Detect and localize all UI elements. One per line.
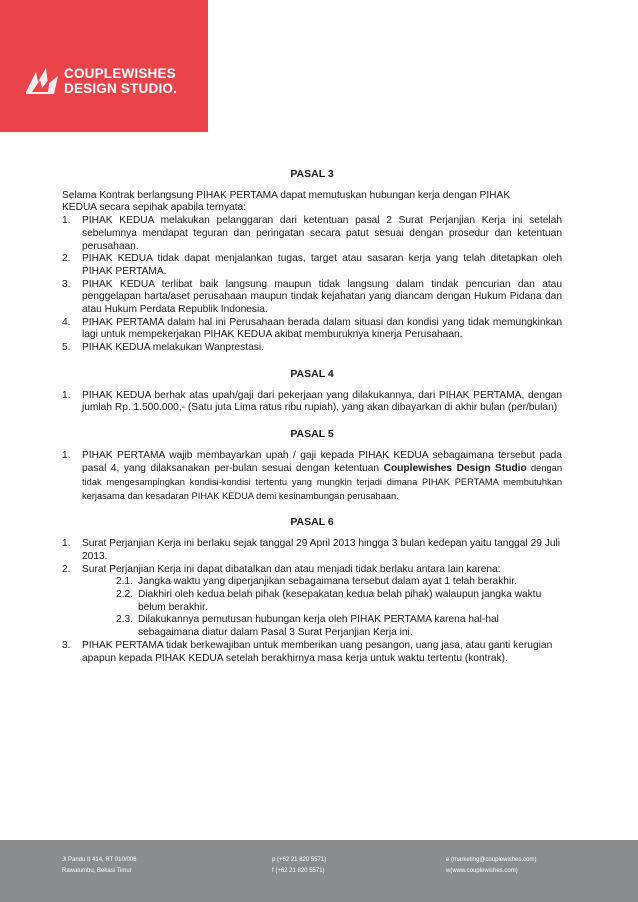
pasal-3-intro-line-1: Selama Kontrak berlangsung PIHAK PERTAMA dapat memutuskan hubungan kerja dengan PIHAK	[62, 189, 511, 201]
list-number: 2.	[62, 253, 71, 265]
list-number: 3.	[62, 639, 71, 651]
list-number: 3.	[62, 278, 71, 290]
pasal-3-intro-line-2: KEDUA secara sepihak apabila ternyata:	[62, 202, 247, 214]
list-item	[62, 253, 562, 278]
list-number: 1.	[62, 449, 71, 461]
list-text: PIHAK PERTAMA dalam hal ini Perusahaan berada dalam situasi dan kondisi yang tidak memungkinkan lagi untuk mempekerjakan PIHAK KEDUA akibat memburuknya kinerja Perusahaan.	[82, 316, 562, 341]
couplewishes-logo-icon	[24, 62, 60, 98]
sub-list-text: Diakhiri oleh kedua belah pihak (kesepakatan kedua belah pihak) walaupun jangka waktu belum berakhir.	[138, 588, 542, 613]
list-number: 4.	[62, 316, 71, 328]
sub-list-item	[116, 576, 562, 589]
sub-list-text: Jangka waktu yang diperjanjikan sebagaimana tersebut dalam ayat 1 telah berakhir.	[138, 576, 517, 588]
pasal-5-text	[82, 450, 562, 504]
list-text: Surat Perjanjian Kerja ini dapat dibatalkan dan atau menjadi tidak berlaku antara lain karena:	[82, 563, 501, 575]
list-text: PIHAK KEDUA terlibat baik langsung maupun tidak langsung dalam tindak pencurian dan atau penggelapan harta/aset perusahaan maupun tindak kejahatan yang diancam dengan Hukum Pidana dan atau Hukum Perdata Republik Indonesia.	[82, 278, 562, 316]
list-number: 1.	[62, 389, 71, 401]
pasal-6-heading: PASAL 6	[290, 516, 334, 529]
list-number: 2.	[62, 563, 71, 575]
footer-address	[62, 855, 137, 877]
brand-wordmark	[64, 66, 177, 96]
list-number: 1.	[62, 215, 71, 227]
list-item	[62, 390, 562, 415]
list-number: 5.	[62, 342, 71, 354]
list-item	[62, 215, 562, 253]
list-text: PIHAK KEDUA melakukan Wanprestasi.	[82, 342, 264, 354]
brand-line-1: COUPLEWISHES	[64, 66, 176, 81]
pasal-5-heading: PASAL 5	[290, 427, 334, 440]
list-text: PIHAK KEDUA berhak atas upah/gaji dari pekerjaan yang dilakukannya, dari PIHAK PERTAMA, dengan jumlah Rp. 1.500.000,- (Satu juta Lima ratus ribu rupiah), yang akan dibayarkan di akhir bulan (per/bulan)	[82, 389, 562, 414]
pasal-5-text-a: PIHAK PERTAMA wajib membayarkan upah / gaji kepada PIHAK KEDUA sebagaimana tersebut pada pasal 4, yang dilaksanakan per-bulan sesuai dengan ketentuan	[82, 449, 562, 475]
list-text: PIHAK KEDUA tidak dapat menjalankan tugas, target atau sasaran kerja yang telah ditetapkan oleh PIHAK PERTAMA.	[82, 253, 562, 277]
sub-list-text: Dilakukannya pemutusan hubungan kerja oleh PIHAK PERTAMA karena hal-hal sebagaimana diatur dalam Pasal 3 Surat Perjanjian Kerja ini.	[138, 614, 499, 639]
list-text: PIHAK PERTAMA tidak berkewajiban untuk memberikan uang pesangon, uang jasa, atau ganti kerugian apapun kepada PIHAK KEDUA setelah berakhirnya masa kerja untuk waktu tertentu (kontrak).	[82, 639, 553, 664]
list-item	[62, 640, 562, 665]
footer-address-line-2: Rawalumbu, Bekasi Timur	[62, 868, 132, 874]
brand-header	[0, 0, 208, 132]
footer-web: w(www.couplewishes.com)	[446, 868, 518, 874]
footer-contact-online	[446, 855, 536, 877]
list-item	[62, 342, 562, 355]
footer-email: e (marketing@couplewishes.com)	[446, 857, 537, 863]
sub-list-number: 2.2.	[116, 588, 133, 600]
pasal-3-heading: PASAL 3	[290, 168, 334, 180]
sub-list-item	[116, 589, 562, 614]
footer-address-line-1: Jl Pandu II 414, RT 010/006	[62, 857, 137, 863]
list-text: PIHAK KEDUA melakukan pelanggaran dari ketentuan pasal 2 Surat Perjanjian Kerja ini setelah sebelumnya mendapat teguran dan peringatan secara patut sesuai dengan prosedur dan ketentuan perusahaan.	[82, 215, 562, 252]
pasal-3-intro	[62, 190, 562, 215]
pasal-5-text-b: dengan tidak mengesampingkan kondisi-kondisi tertentu yang mungkin terjadi dimana PIHAK PERTAMA membutuhkan kerjasama dan kesadaran PIHAK KEDUA demi kesinambungan perusahaan.	[82, 463, 563, 501]
company-name: Couplewishes Design Studio	[383, 463, 527, 475]
page-footer	[0, 840, 638, 902]
pasal-6-sublist	[62, 576, 562, 640]
list-number: 1.	[62, 538, 71, 550]
sub-list-item	[116, 614, 562, 639]
pasal-4-heading: PASAL 4	[290, 367, 334, 380]
sub-list-number: 2.3.	[116, 614, 133, 626]
list-text: Surat Perjanjian Kerja ini berlaku sejak tanggal 29 April 2013 hingga 3 bulan kedepan yaitu tanggal 29 Juli 2013.	[82, 538, 561, 562]
brand-line-2: DESIGN STUDIO.	[64, 81, 178, 96]
list-item	[62, 564, 562, 577]
list-item	[62, 538, 562, 563]
list-item	[62, 317, 562, 342]
footer-phone: p (+62 21 820 5571)	[272, 857, 327, 863]
document-body	[62, 168, 562, 665]
pasal-4-list	[62, 390, 562, 415]
list-item	[62, 279, 562, 317]
footer-fax: f (+62 21 820 5571)	[272, 868, 325, 874]
sub-list-number: 2.1.	[116, 576, 133, 588]
list-item	[62, 450, 562, 504]
pasal-3-list	[62, 215, 562, 355]
footer-contact-phone	[272, 855, 326, 877]
